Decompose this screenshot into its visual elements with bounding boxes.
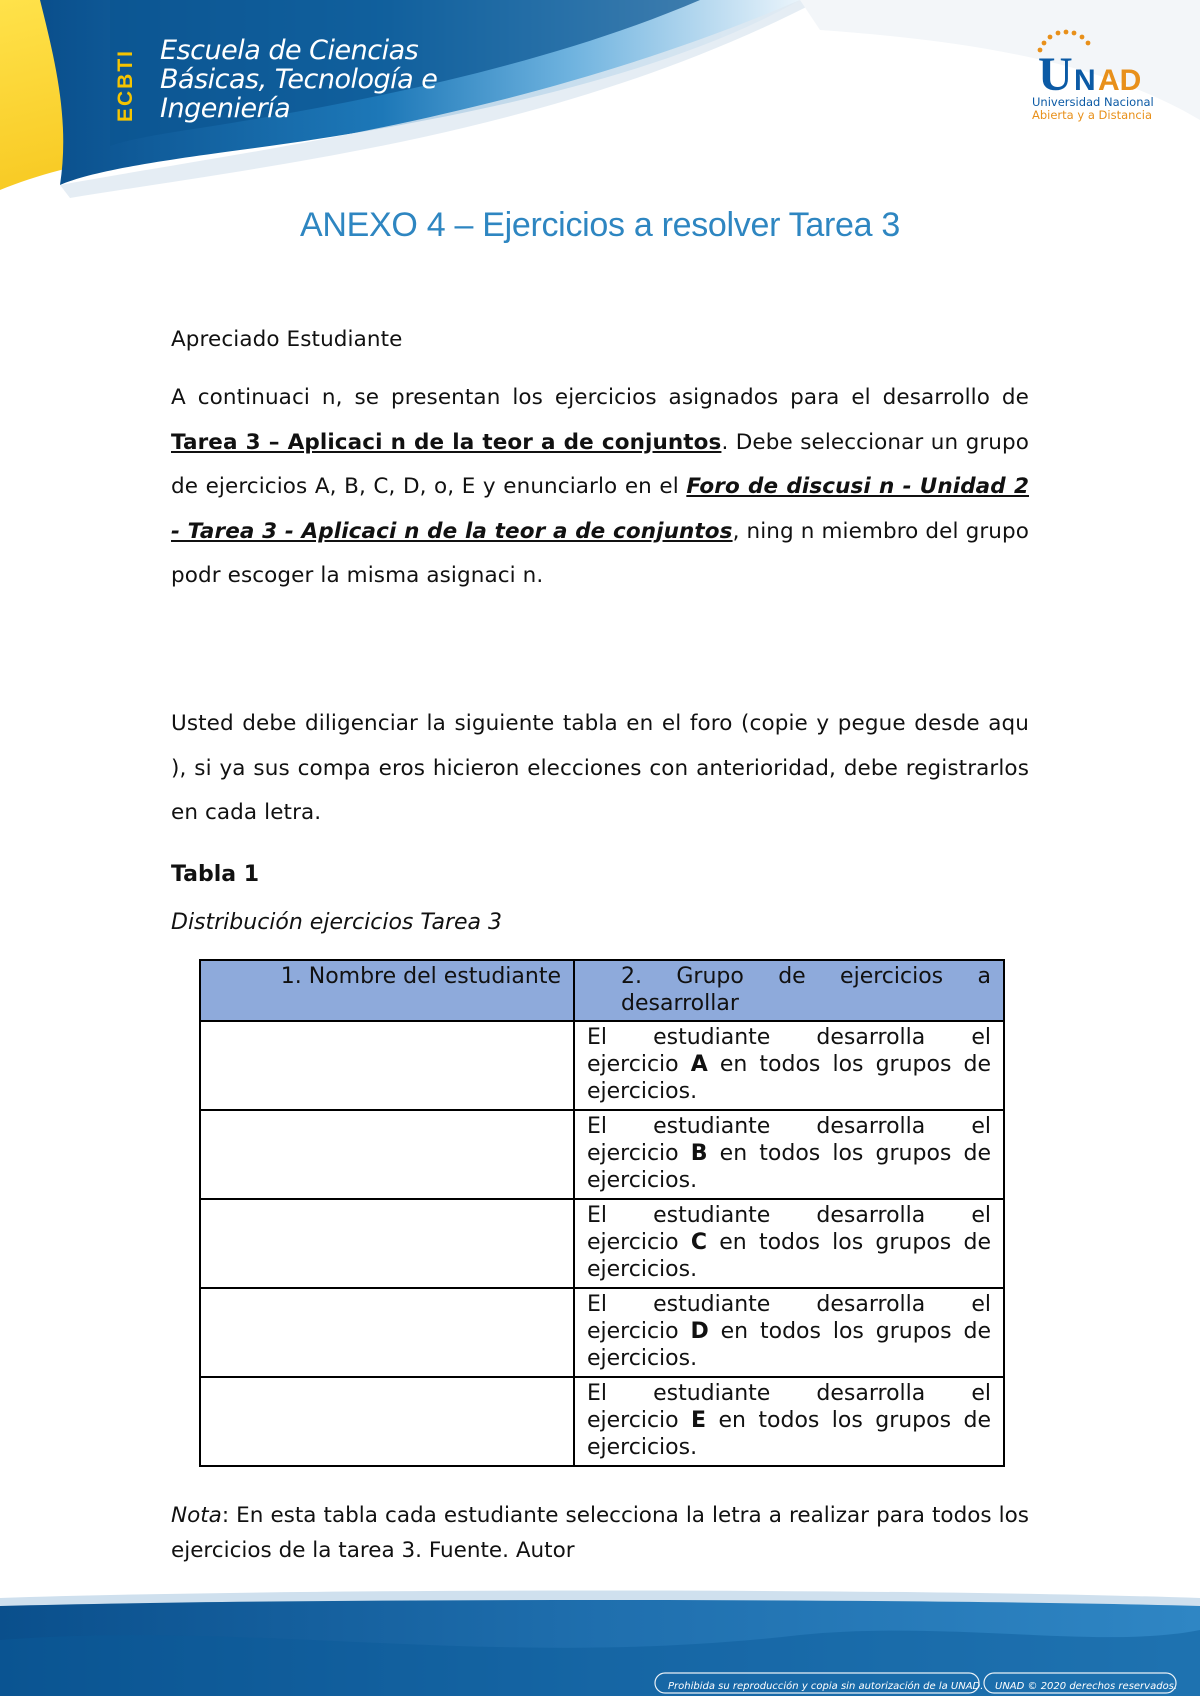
student-name-cell-c[interactable]: [200, 1199, 574, 1288]
table-row: [200, 1021, 1004, 1110]
school-name: [160, 36, 437, 123]
table-title: Tabla 1: [171, 862, 260, 887]
footer-banner: [0, 1580, 1200, 1696]
instructions-paragraph: Usted debe diligenciar la siguiente tabla en el foro (copie y pegue desde aqu ), si ya sus compa eros hicieron elecciones con anterioridad, debe registrarlos en cada letra.: [171, 711, 1029, 825]
greeting: Apreciado Estudiante: [171, 327, 403, 352]
exercise-text: El estudiante desarrolla el: [587, 1381, 991, 1406]
table-note: [171, 1498, 1029, 1568]
school-line-2: Básicas, Tecnología e: [160, 64, 438, 95]
exercise-text: en todos los grupos de: [708, 1319, 991, 1344]
exercise-text: ejercicios.: [587, 1257, 698, 1282]
footer-copyright-notice: Prohibida su reproducción y copia sin autorización de la UNAD.: [668, 1681, 984, 1692]
svg-text:N: N: [1074, 64, 1096, 97]
table-header-row: [200, 960, 1004, 1021]
exercise-cell-a: [574, 1021, 1004, 1110]
intro-text-1: A continuaci n, se presentan los ejercicios asignados para el desarrollo de: [171, 385, 1029, 410]
svg-text:ECBTI: ECBTI: [114, 49, 137, 122]
exercise-text: ejercicio: [587, 1141, 691, 1166]
ecbti-badge: [112, 40, 142, 124]
exercise-letter: C: [690, 1230, 708, 1255]
exercise-text: ejercicios.: [587, 1168, 698, 1193]
exercise-cell-c: [574, 1199, 1004, 1288]
forum-link[interactable]: Foro de discusi n - Unidad 2 - Tarea 3 - Aplicaci n de la teor a de conjuntos: [171, 474, 1030, 544]
exercise-letter: E: [691, 1408, 707, 1433]
exercise-text: ejercicios.: [587, 1346, 698, 1371]
student-name-cell-d[interactable]: [200, 1288, 574, 1377]
distribution-table: [199, 959, 1005, 1467]
student-name-cell-b[interactable]: [200, 1110, 574, 1199]
exercise-cell-e: [574, 1377, 1004, 1466]
exercise-letter: D: [690, 1319, 709, 1344]
exercise-text: ejercicios.: [587, 1079, 698, 1104]
exercise-text: ejercicio: [587, 1230, 691, 1255]
exercise-cell-b: [574, 1110, 1004, 1199]
exercise-text: ejercicio: [587, 1052, 691, 1077]
exercise-text: en todos los grupos de: [706, 1408, 991, 1433]
exercise-text: en todos los grupos de: [707, 1052, 991, 1077]
table-row: [200, 1288, 1004, 1377]
school-line-3: Ingeniería: [160, 93, 291, 124]
intro-text-3: , ning n miembro del grupo podr escoger la misma asignaci n.: [171, 518, 1029, 588]
logo-subtitle: [1032, 96, 1172, 122]
exercise-text: ejercicios.: [587, 1435, 698, 1460]
header-exercise-group: 2. Grupo de ejercicios a desarrollar: [574, 960, 1004, 1021]
footer-rights: UNAD © 2020 derechos reservados.: [995, 1681, 1178, 1692]
intro-paragraph: [171, 376, 1029, 599]
exercise-text: El estudiante desarrolla el: [587, 1292, 991, 1317]
svg-text:U: U: [1038, 48, 1073, 101]
table-row: [200, 1110, 1004, 1199]
note-text: : En esta tabla cada estudiante selecciona la letra a realizar para todos los ejercicios de la tarea 3. Fuente. Autor: [171, 1503, 1029, 1563]
exercise-text: en todos los grupos de: [707, 1141, 991, 1166]
note-label: Nota: [171, 1503, 222, 1528]
student-name-cell-e[interactable]: [200, 1377, 574, 1466]
exercise-text: ejercicio: [587, 1319, 691, 1344]
logo-subtitle-line-2: Abierta y a Distancia: [1032, 108, 1152, 122]
logo-subtitle-line-1: Universidad Nacional: [1032, 95, 1154, 109]
table-row: [200, 1199, 1004, 1288]
exercise-cell-d: [574, 1288, 1004, 1377]
exercise-letter: A: [690, 1052, 708, 1077]
table-row: [200, 1377, 1004, 1466]
exercise-text: ejercicio: [587, 1408, 692, 1433]
exercise-letter: B: [690, 1141, 708, 1166]
exercise-text: en todos los grupos de: [707, 1230, 991, 1255]
exercise-text: El estudiante desarrolla el: [587, 1203, 991, 1228]
student-name-cell-a[interactable]: [200, 1021, 574, 1110]
exercise-text: El estudiante desarrolla el: [587, 1025, 991, 1050]
table-subtitle: Distribución ejercicios Tarea 3: [171, 910, 503, 935]
school-line-1: Escuela de Ciencias: [160, 35, 419, 66]
page-title: ANEXO 4 – Ejercicios a resolver Tarea 3: [300, 206, 900, 244]
intro-text-2: . Debe seleccionar un grupo de ejercicios A, B, C, D, o, E y enunciarlo en el: [171, 429, 1029, 499]
svg-text:AD: AD: [1098, 64, 1142, 97]
exercise-text: El estudiante desarrolla el: [587, 1114, 991, 1139]
task-link[interactable]: Tarea 3 – Aplicaci n de la teor a de conjuntos: [171, 429, 722, 455]
header-student-name: 1. Nombre del estudiante: [200, 960, 574, 1021]
